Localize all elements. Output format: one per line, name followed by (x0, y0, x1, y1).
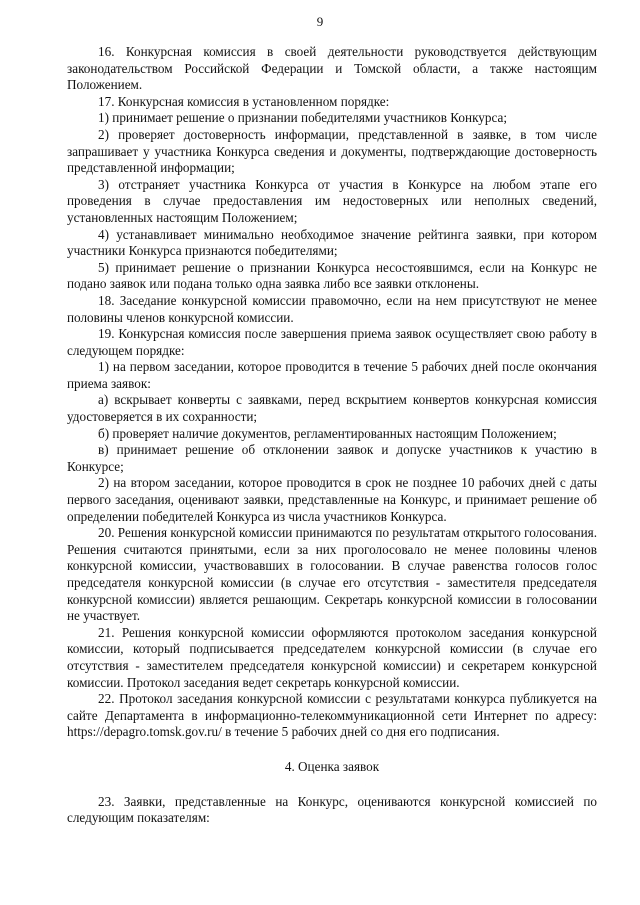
paragraph-19-item-1c: в) принимает решение об отклонении заявок и допуске участников к участию в Конкурсе; (67, 442, 597, 474)
paragraph-16: 16. Конкурсная комиссия в своей деятельности руководствуется действующим законодательством Российской Федерации и Томской области, а также настоящим Положением. (67, 44, 597, 93)
paragraph-23: 23. Заявки, представленные на Конкурс, оцениваются конкурсной комиссией по следующим показателям: (67, 793, 597, 826)
paragraph-17-item-3: 3) отстраняет участника Конкурса от участия в Конкурсе на любом этапе его проведения в случае предоставления им недостоверных или неполных сведений, установленных настоящим Положением; (67, 176, 597, 225)
paragraph-17-item-2: 2) проверяет достоверность информации, представленной в заявке, в том числе запрашивает у участника Конкурса сведения и документы, подтверждающие достоверность представленной информации; (67, 126, 597, 176)
paragraph-19: 19. Конкурсная комиссия после завершения приема заявок осуществляет свою работу в следующем порядке: (67, 326, 597, 358)
paragraph-17-item-5: 5) принимает решение о признании Конкурса несостоявшимся, если на Конкурс не подано заявок или подана только одна заявка либо все заявки отклонены. (67, 259, 597, 292)
paragraph-21: 21. Решения конкурсной комиссии оформляются протоколом заседания конкурсной комиссии, который подписывается председателем конкурсной комиссии (в случае его отсутствия - заместителем председателя конкурсной комиссии) и секретарем конкурсной комиссии. Протокол заседания ведет секретарь конкурсной комиссии. (67, 624, 597, 690)
paragraph-17-item-1: 1) принимает решение о признании победителями участников Конкурса; (98, 110, 508, 126)
document-body (67, 44, 597, 827)
paragraph-22: 22. Протокол заседания конкурсной комиссии с результатами конкурса публикуется на сайте Департамента в информационно-телекоммуникационной сети Интернет по адресу: https://depagro.tomsk.gov.ru/ в течение 5 рабочих дней со дня его подписания. (67, 691, 597, 740)
paragraph-19-item-2: 2) на втором заседании, которое проводится в срок не позднее 10 рабочих дней с даты первого заседания, оценивают заявки, представленные на Конкурс, и принимает решение об определении победителей Конкурса из числа участников Конкурса. (67, 475, 597, 524)
paragraph-19-item-1a: а) вскрывает конверты с заявками, перед вскрытием конвертов конкурсная комиссия удостоверяется в их сохранности; (67, 392, 597, 425)
paragraph-17-item-4: 4) устанавливает минимально необходимое значение рейтинга заявки, при котором участники Конкурса признаются победителями; (67, 226, 597, 259)
paragraph-18: 18. Заседание конкурсной комиссии правомочно, если на нем присутствуют не менее половины членов конкурсной комиссии. (67, 292, 597, 325)
paragraph-20: 20. Решения конкурсной комиссии принимаются по результатам открытого голосования. Решения считаются принятыми, если за них проголосовало не менее половины членов конкурсной комиссии, участвовавших в голосовании. В случае равенства голосов голос председателя конкурсной комиссии (в случае его отсутствия - заместителя председателя конкурсной комиссии) является решающим. Секретарь конкурсной комиссии в голосовании не участвует. (67, 525, 597, 624)
section-heading: 4. Оценка заявок (284, 758, 380, 774)
paragraph-17: 17. Конкурсная комиссия в установленном порядке: (98, 93, 390, 109)
page-number: 9 (316, 14, 324, 29)
paragraph-19-item-1: 1) на первом заседании, которое проводится в течение 5 рабочих дней после окончания приема заявок: (67, 359, 597, 391)
paragraph-19-item-1b: б) проверяет наличие документов, регламентированных настоящим Положением; (98, 425, 557, 441)
